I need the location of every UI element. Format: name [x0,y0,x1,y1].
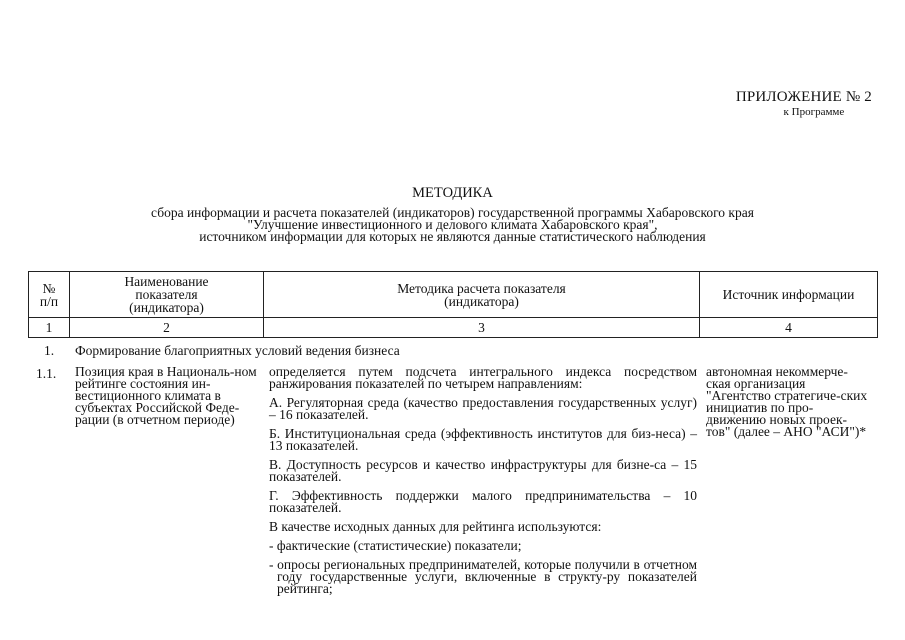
section-number: 1. [44,343,55,358]
information-source: автономная некоммерче-ская организация "Агентство стратегиче-ских инициатив по про-движению новых проек-тов" (далее – АНО "АСИ")* [706,364,868,439]
title-heading: МЕТОДИКА [412,185,493,201]
title-line-2: "Улучшение инвестиционного и делового климата Хабаровского края", [247,217,658,232]
method-list-item: - опросы региональных предпринимателей, которые получили в отчетном году государственные услуги, включенные в структу-ру показателей рейтинга; [269,557,697,596]
method-paragraph: определяется путем подсчета интегрального индекса посредством ранжирования показателей по четырем направлениям: [269,364,697,391]
column-number-3: 3 [264,318,700,338]
header-method: Методика расчета показателя (индикатора) [264,272,700,318]
indicator-name: Позиция края в Националь-ном рейтинге состояния ин-вестиционного климата в субъектах Российской Феде-рации (в отчетном периоде) [75,364,257,427]
section-title: Формирование благоприятных условий ведения бизнеса [75,343,400,358]
method-description [269,366,697,602]
header-number: № п/п [29,272,70,318]
method-paragraph: А. Регуляторная среда (качество предоставления государственных услуг) – 16 показателей. [269,395,697,422]
annex-subtitle: к Программе [783,106,845,118]
method-paragraph: Г. Эффективность поддержки малого предпринимательства – 10 показателей. [269,488,697,515]
header-indicator-name: Наименование показателя (индикатора) [70,272,264,318]
methodology-table-header [28,271,878,338]
row-number: 1.1. [36,366,57,381]
method-paragraph: Б. Институциональная среда (эффективность институтов для биз-неса) – 13 показателей. [269,426,697,453]
document-title [0,185,905,243]
annex-label [736,89,872,119]
method-list-item: - фактические (статистические) показатели; [269,538,522,553]
column-number-1: 1 [29,318,70,338]
method-paragraph: В. Доступность ресурсов и качество инфраструктуры для бизне-са – 15 показателей. [269,457,697,484]
annex-title: ПРИЛОЖЕНИЕ № 2 [735,89,872,105]
column-number-2: 2 [70,318,264,338]
column-number-4: 4 [700,318,878,338]
header-source: Источник информации [700,272,878,318]
method-paragraph: В качестве исходных данных для рейтинга используются: [269,519,602,534]
title-line-3: источником информации для которых не являются данные статистического наблюдения [199,229,706,244]
title-line-1: сбора информации и расчета показателей (индикаторов) государственной программы Хабаровского края [151,205,754,220]
